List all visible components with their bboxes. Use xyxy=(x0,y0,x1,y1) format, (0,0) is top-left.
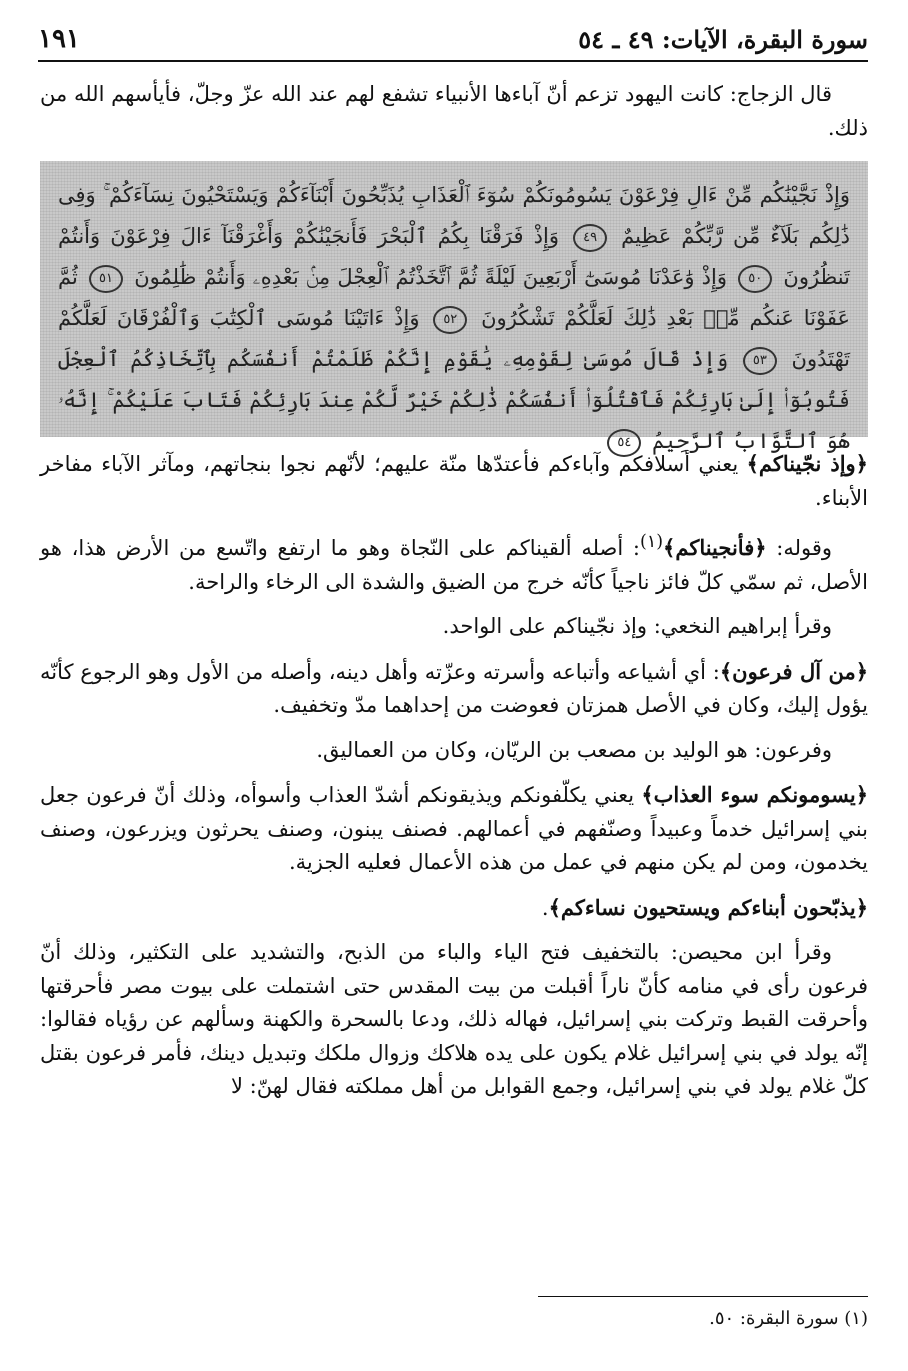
ayah-number: ٥٠ xyxy=(738,265,772,293)
page-body xyxy=(40,78,868,1104)
verse-text: وَإِذْ وَٰعَدْنَا مُوسَىٰٓ أَرْبَعِينَ لَيْلَةً ثُمَّ ٱتَّخَذْتُمُ ٱلْعِجْلَ مِنۢ بَعْدِهِۦ وَأَنتُمْ ظَٰلِمُونَ xyxy=(134,265,728,289)
page-number: ١٩١ xyxy=(38,24,80,54)
commentary-paragraph: وقرأ إبراهيم النخعي: وإذ نجّيناكم على الواحد. xyxy=(442,614,832,638)
page-header xyxy=(38,18,868,62)
intro-paragraph: قال الزجاج: كانت اليهود تزعم أنّ آباءها الأنبياء تشفع لهم عند الله عزّ وجلّ، فأيأسهم الله من ذلك. xyxy=(40,82,868,140)
commentary-text: : أي أشياعه وأتباعه وأسرته وعزّته وأهل دينه، وأصله من الأول وهو الرجوع كأنّه يؤول إليك، وكان في الأصل همزتان فعوضت من إحداهما مدّ وتخفيف. xyxy=(40,659,868,717)
footnote-divider xyxy=(538,1296,868,1297)
ayah-number: ٤٩ xyxy=(573,224,607,252)
ayah-number: ٥٤ xyxy=(607,429,641,457)
commentary-paragraph: وقرأ ابن محيصن: بالتخفيف فتح الياء والباء من الذبح، والتشديد على التكثير، وذلك أنّ فرعون رأى في منامه كأنّ ناراً أقبلت من بيت المقدس حتى اشتملت على بيوت مصر فأحرقتها وأحرقت القبط وتركت بني إسرائيل، فهاله ذلك، ودعا بالسحرة والكهنة وسألهم عن رؤياه فقالوا: إنّه يولد في بني إسرائيل غلام يكون على يده هلاكك وزوال ملكك وتبديل دينك، فأمر فرعون بقتل كلّ غلام يولد في بني إسرائيل، وجمع القوابل من أهل مملكته فقال لهنّ: لا xyxy=(40,940,868,1098)
commentary-paragraph xyxy=(40,778,868,880)
ayah-number: ٥٣ xyxy=(743,347,777,375)
quoted-phrase: ﴿فأنجيناكم﴾ xyxy=(663,535,767,560)
quran-verses-box xyxy=(40,161,868,453)
commentary-text: . xyxy=(541,895,549,920)
verse-text: ثُمَّ عَفَوْنَا عَنكُم مِّنۢ بَعْدِ ذَٰلِكَ لَعَلَّكُمْ تَشْكُرُونَ xyxy=(58,265,850,330)
running-title: سورة البقرة، الآيات: ٤٩ ـ ٥٤ xyxy=(578,24,868,54)
verse-text: وَإِذْ نَجَّيْنَٰكُم مِّنْ ءَالِ فِرْعَوْنَ يَسُومُونَكُمْ سُوٓءَ ٱلْعَذَابِ يُذَبِّحُونَ أَبْنَآءَكُمْ وَيَسْتَحْيُونَ نِسَآءَكُمْ ۚ وَفِى ذَٰلِكُم بَلَآءٌ مِّن رَّبِّكُمْ عَظِيمٌ xyxy=(58,183,850,248)
commentary-text: يعني أسلافكم وآباءكم فأعتدّها منّة عليهم؛ لأنّهم نجوا بنجاتهم، ومآثر الآباء مفاخر الأبناء. xyxy=(40,452,868,510)
verse-text: وَإِذْ فَرَقْنَا بِكُمُ ٱلْبَحْرَ فَأَنجَيْنَٰكُمْ وَأَغْرَقْنَآ ءَالَ فِرْعَوْنَ وَأَنتُمْ تَنظُرُونَ xyxy=(58,224,850,289)
commentary-paragraph xyxy=(40,891,868,926)
commentary-paragraph xyxy=(40,655,868,723)
quoted-phrase: ﴿يذبّحون أبناءكم ويستحيون نساءكم﴾ xyxy=(548,894,868,920)
commentary-text: وقوله: xyxy=(766,536,833,560)
footnote: (١) سورة البقرة: ٥٠. xyxy=(709,1308,868,1329)
ayah-number: ٥١ xyxy=(89,265,123,293)
quoted-phrase: ﴿من آل فرعون﴾ xyxy=(719,658,869,684)
verse-text: وَإِذْ قَالَ مُوسَىٰ لِقَوْمِهِۦ يَٰقَوْمِ إِنَّكُمْ ظَلَمْتُمْ أَنفُسَكُم بِٱتِّخَاذِكُمُ ٱلْعِجْلَ فَتُوبُوٓا۟ إِلَىٰ بَارِئِكُمْ فَٱقْتُلُوٓا۟ أَنفُسَكُمْ ذَٰلِكُمْ خَيْرٌ لَّكُمْ عِندَ بَارِئِكُمْ فَتَابَ عَلَيْكُمْ ۚ إِنَّهُۥ هُوَ ٱلتَّوَّابُ ٱلرَّحِيمُ xyxy=(58,347,850,453)
commentary-text: يعني يكلّفونكم ويذيقونكم أشدّ العذاب وأسوأه، وذلك أنّ فرعون جعل بني إسرائيل خدماً وعبيداً وصنّفهم في أعمالهم. فصنف يبنون، وصنف يحرثون ويزرعون، وصنف يخدمون، ومن لم يكن منهم في عمل من هذه الأعمال فعليه الجزية. xyxy=(40,783,868,874)
verse-text: وَإِذْ ءَاتَيْنَا مُوسَى ٱلْكِتَٰبَ وَٱلْفُرْقَانَ لَعَلَّكُمْ تَهْتَدُونَ xyxy=(58,306,850,371)
commentary-paragraph: وفرعون: هو الوليد بن مصعب بن الريّان، وكان من العماليق. xyxy=(316,737,832,762)
quoted-phrase: ﴿يسومونكم سوء العذاب﴾ xyxy=(641,782,869,807)
commentary-paragraph xyxy=(40,447,868,515)
commentary-paragraph xyxy=(40,526,868,599)
commentary-text: : أصله ألقيناكم على النّجاة وهو ما ارتفع واتّسع من الأرض هذا، هو الأصل، ثم سمّي كلّ فائز ناجياً كأنّه خرج من الضيق والشدة الى الرخاء والراحة. xyxy=(40,536,868,594)
footnote-ref: (١) xyxy=(639,532,664,552)
ayah-number: ٥٢ xyxy=(433,306,467,334)
quoted-phrase: ﴿وإذ نجّيناكم﴾ xyxy=(746,451,868,476)
